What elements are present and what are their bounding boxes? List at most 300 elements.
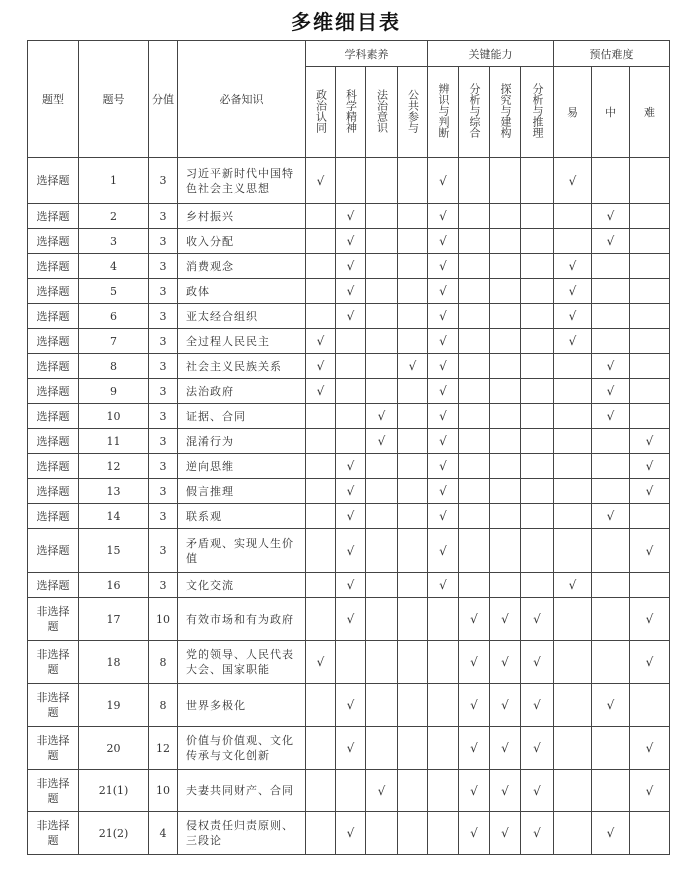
check-icon: √: [568, 578, 577, 592]
check-icon: √: [533, 655, 541, 669]
mark-cell: [554, 158, 592, 204]
mark-cell: [366, 254, 398, 279]
score-cell: 3: [149, 204, 178, 229]
score-cell: 12: [149, 727, 178, 770]
mark-cell: [366, 479, 398, 504]
mark-cell: [490, 354, 521, 379]
mark-cell: [336, 684, 366, 727]
question-type-cell: 选择题: [28, 279, 79, 304]
question-number-cell: 15: [79, 529, 149, 573]
mark-cell: [630, 254, 670, 279]
mark-cell: [398, 479, 428, 504]
check-icon: √: [346, 259, 355, 273]
check-icon: √: [316, 334, 325, 348]
header-literacy-political: [306, 67, 336, 158]
check-icon: √: [501, 698, 509, 712]
header-ability-reason-label: 分析与推理: [531, 83, 544, 138]
mark-cell: [490, 770, 521, 812]
check-icon: √: [645, 543, 654, 558]
mark-cell: [306, 529, 336, 573]
check-icon: √: [439, 359, 447, 373]
table-row: [28, 279, 670, 304]
knowledge-cell: 有效市场和有为政府: [178, 598, 306, 641]
question-number-cell: 20: [79, 727, 149, 770]
mark-cell: [490, 279, 521, 304]
mark-cell: [521, 229, 554, 254]
mark-cell: [428, 429, 459, 454]
header-ability: 关键能力: [428, 41, 554, 67]
table-row: [28, 429, 670, 454]
mark-cell: [428, 254, 459, 279]
mark-cell: [521, 504, 554, 529]
mark-cell: [306, 254, 336, 279]
mark-cell: [630, 727, 670, 770]
mark-cell: [459, 529, 490, 573]
knowledge-cell: 乡村振兴: [178, 204, 306, 229]
mark-cell: [306, 329, 336, 354]
header-ability-identify: [428, 67, 459, 158]
knowledge-cell: 联系观: [178, 504, 306, 529]
mark-cell: [630, 304, 670, 329]
table-row: [28, 379, 670, 404]
mark-cell: [459, 573, 490, 598]
specification-table: [27, 40, 670, 855]
mark-cell: [336, 479, 366, 504]
mark-cell: [554, 329, 592, 354]
mark-cell: [521, 404, 554, 429]
mark-cell: [306, 429, 336, 454]
mark-cell: [521, 641, 554, 684]
knowledge-cell: 亚太经合组织: [178, 304, 306, 329]
score-cell: 3: [149, 504, 178, 529]
check-icon: √: [439, 434, 447, 448]
knowledge-cell: 全过程人民民主: [178, 329, 306, 354]
mark-cell: [554, 354, 592, 379]
score-cell: 3: [149, 279, 178, 304]
mark-cell: [459, 479, 490, 504]
score-cell: 3: [149, 529, 178, 573]
knowledge-cell: 文化交流: [178, 573, 306, 598]
mark-cell: [428, 727, 459, 770]
mark-cell: [521, 479, 554, 504]
score-cell: 10: [149, 770, 178, 812]
check-icon: √: [501, 826, 509, 840]
table-row: [28, 229, 670, 254]
mark-cell: [336, 158, 366, 204]
mark-cell: [554, 204, 592, 229]
mark-cell: [336, 429, 366, 454]
check-icon: √: [377, 409, 386, 423]
mark-cell: [398, 529, 428, 573]
mark-cell: [306, 379, 336, 404]
knowledge-cell: 习近平新时代中国特色社会主义思想: [178, 158, 306, 204]
mark-cell: [630, 204, 670, 229]
mark-cell: [398, 204, 428, 229]
mark-cell: [336, 641, 366, 684]
question-number-cell: 1: [79, 158, 149, 204]
mark-cell: [398, 254, 428, 279]
mark-cell: [630, 598, 670, 641]
question-number-cell: 4: [79, 254, 149, 279]
mark-cell: [490, 429, 521, 454]
mark-cell: [630, 504, 670, 529]
mark-cell: [630, 354, 670, 379]
mark-cell: [459, 204, 490, 229]
table-row: [28, 404, 670, 429]
check-icon: √: [377, 783, 386, 798]
mark-cell: [630, 404, 670, 429]
mark-cell: [554, 429, 592, 454]
mark-cell: [521, 770, 554, 812]
knowledge-cell: 证据、合同: [178, 404, 306, 429]
mark-cell: [306, 229, 336, 254]
question-type-cell: 选择题: [28, 254, 79, 279]
mark-cell: [521, 598, 554, 641]
mark-cell: [592, 354, 630, 379]
header-difficulty: 预估难度: [554, 41, 670, 67]
mark-cell: [592, 454, 630, 479]
mark-cell: [459, 279, 490, 304]
check-icon: √: [645, 434, 654, 448]
mark-cell: [521, 279, 554, 304]
score-cell: 3: [149, 354, 178, 379]
check-icon: √: [439, 284, 447, 298]
mark-cell: [490, 479, 521, 504]
mark-cell: [428, 770, 459, 812]
question-type-cell: 选择题: [28, 573, 79, 598]
header-ability-analyze-label: 分析与综合: [468, 83, 481, 138]
mark-cell: [398, 404, 428, 429]
mark-cell: [592, 812, 630, 855]
mark-cell: [428, 354, 459, 379]
mark-cell: [554, 727, 592, 770]
mark-cell: [490, 229, 521, 254]
check-icon: √: [439, 309, 447, 323]
mark-cell: [336, 329, 366, 354]
score-cell: 3: [149, 479, 178, 504]
mark-cell: [366, 641, 398, 684]
mark-cell: [306, 684, 336, 727]
check-icon: √: [346, 209, 355, 223]
check-icon: √: [645, 741, 654, 755]
mark-cell: [366, 504, 398, 529]
question-type-cell: 非选择题: [28, 641, 79, 684]
mark-cell: [521, 429, 554, 454]
score-cell: 8: [149, 641, 178, 684]
table-row: [28, 529, 670, 573]
check-icon: √: [606, 234, 615, 248]
header-literacy-law: [366, 67, 398, 158]
mark-cell: [398, 573, 428, 598]
mark-cell: [428, 598, 459, 641]
mark-cell: [336, 727, 366, 770]
mark-cell: [592, 529, 630, 573]
mark-cell: [592, 329, 630, 354]
mark-cell: [554, 304, 592, 329]
mark-cell: [592, 204, 630, 229]
question-number-cell: 21(2): [79, 812, 149, 855]
mark-cell: [306, 354, 336, 379]
mark-cell: [592, 429, 630, 454]
mark-cell: [398, 454, 428, 479]
question-number-cell: 13: [79, 479, 149, 504]
mark-cell: [521, 254, 554, 279]
mark-cell: [592, 727, 630, 770]
mark-cell: [490, 304, 521, 329]
mark-cell: [428, 504, 459, 529]
mark-cell: [459, 304, 490, 329]
table-row: [28, 684, 670, 727]
mark-cell: [398, 329, 428, 354]
table-row: [28, 598, 670, 641]
mark-cell: [459, 598, 490, 641]
check-icon: √: [439, 334, 447, 348]
check-icon: √: [346, 543, 355, 558]
mark-cell: [459, 684, 490, 727]
check-icon: √: [501, 741, 509, 755]
page-title: 多维细目表: [291, 10, 401, 34]
mark-cell: [428, 479, 459, 504]
check-icon: √: [439, 173, 447, 188]
check-icon: √: [346, 484, 355, 498]
mark-cell: [336, 204, 366, 229]
header-literacy-public-label: 公共参与: [406, 88, 420, 133]
mark-cell: [336, 279, 366, 304]
mark-cell: [306, 479, 336, 504]
knowledge-cell: 混淆行为: [178, 429, 306, 454]
question-type-cell: 选择题: [28, 504, 79, 529]
mark-cell: [630, 329, 670, 354]
mark-cell: [398, 429, 428, 454]
question-number-cell: 14: [79, 504, 149, 529]
check-icon: √: [606, 509, 615, 523]
mark-cell: [490, 454, 521, 479]
mark-cell: [630, 454, 670, 479]
mark-cell: [398, 504, 428, 529]
mark-cell: [428, 454, 459, 479]
mark-cell: [306, 770, 336, 812]
check-icon: √: [470, 741, 478, 755]
mark-cell: [554, 529, 592, 573]
mark-cell: [336, 504, 366, 529]
header-literacy: 学科素养: [306, 41, 428, 67]
header-difficulty-easy: 易: [554, 67, 592, 158]
mark-cell: [398, 354, 428, 379]
check-icon: √: [470, 655, 478, 669]
table-row: [28, 812, 670, 855]
knowledge-cell: 矛盾观、实现人生价值: [178, 529, 306, 573]
mark-cell: [398, 379, 428, 404]
mark-cell: [459, 404, 490, 429]
mark-cell: [554, 812, 592, 855]
mark-cell: [459, 229, 490, 254]
mark-cell: [398, 641, 428, 684]
table-row: [28, 504, 670, 529]
mark-cell: [459, 379, 490, 404]
mark-cell: [306, 504, 336, 529]
mark-cell: [428, 204, 459, 229]
mark-cell: [554, 254, 592, 279]
mark-cell: [630, 812, 670, 855]
mark-cell: [366, 158, 398, 204]
mark-cell: [459, 354, 490, 379]
check-icon: √: [606, 698, 615, 712]
check-icon: √: [346, 741, 355, 755]
mark-cell: [428, 329, 459, 354]
mark-cell: [366, 812, 398, 855]
check-icon: √: [346, 509, 355, 523]
mark-cell: [398, 598, 428, 641]
check-icon: √: [606, 209, 615, 223]
mark-cell: [336, 379, 366, 404]
mark-cell: [366, 229, 398, 254]
check-icon: √: [606, 359, 615, 373]
mark-cell: [521, 454, 554, 479]
mark-cell: [459, 504, 490, 529]
mark-cell: [366, 404, 398, 429]
check-icon: √: [533, 826, 541, 840]
mark-cell: [398, 770, 428, 812]
mark-cell: [459, 727, 490, 770]
mark-cell: [630, 770, 670, 812]
check-icon: √: [501, 655, 509, 669]
mark-cell: [490, 684, 521, 727]
mark-cell: [366, 573, 398, 598]
check-icon: √: [470, 698, 478, 712]
mark-cell: [490, 727, 521, 770]
table-row: [28, 204, 670, 229]
mark-cell: [366, 429, 398, 454]
mark-cell: [490, 812, 521, 855]
knowledge-cell: 法治政府: [178, 379, 306, 404]
mark-cell: [428, 573, 459, 598]
check-icon: √: [408, 359, 417, 373]
question-type-cell: 选择题: [28, 229, 79, 254]
header-difficulty-medium: 中: [592, 67, 630, 158]
mark-cell: [490, 641, 521, 684]
score-cell: 3: [149, 254, 178, 279]
header-ability-analyze: [459, 67, 490, 158]
mark-cell: [459, 158, 490, 204]
check-icon: √: [568, 259, 577, 273]
score-cell: 3: [149, 404, 178, 429]
mark-cell: [592, 598, 630, 641]
check-icon: √: [346, 459, 355, 473]
mark-cell: [592, 379, 630, 404]
mark-cell: [554, 504, 592, 529]
header-difficulty-hard: 难: [630, 67, 670, 158]
score-cell: 3: [149, 158, 178, 204]
mark-cell: [428, 304, 459, 329]
mark-cell: [459, 454, 490, 479]
score-cell: 8: [149, 684, 178, 727]
header-knowledge: 必备知识: [178, 41, 306, 158]
mark-cell: [306, 204, 336, 229]
question-type-cell: 非选择题: [28, 770, 79, 812]
mark-cell: [521, 304, 554, 329]
mark-cell: [366, 204, 398, 229]
mark-cell: [630, 529, 670, 573]
mark-cell: [554, 479, 592, 504]
mark-cell: [521, 354, 554, 379]
question-type-cell: 选择题: [28, 404, 79, 429]
score-cell: 3: [149, 429, 178, 454]
check-icon: √: [346, 284, 355, 298]
mark-cell: [592, 279, 630, 304]
mark-cell: [521, 158, 554, 204]
question-number-cell: 10: [79, 404, 149, 429]
mark-cell: [336, 770, 366, 812]
mark-cell: [306, 279, 336, 304]
table-row: [28, 329, 670, 354]
mark-cell: [490, 379, 521, 404]
score-cell: 3: [149, 229, 178, 254]
mark-cell: [490, 573, 521, 598]
mark-cell: [554, 770, 592, 812]
mark-cell: [336, 812, 366, 855]
mark-cell: [306, 641, 336, 684]
mark-cell: [490, 204, 521, 229]
mark-cell: [459, 254, 490, 279]
mark-cell: [630, 229, 670, 254]
check-icon: √: [346, 612, 355, 626]
mark-cell: [592, 479, 630, 504]
mark-cell: [398, 158, 428, 204]
mark-cell: [428, 684, 459, 727]
check-icon: √: [316, 384, 325, 398]
check-icon: √: [470, 783, 478, 798]
mark-cell: [630, 379, 670, 404]
knowledge-cell: 假言推理: [178, 479, 306, 504]
header-ability-explore-label: 探究与建构: [499, 83, 512, 138]
check-icon: √: [645, 655, 654, 669]
check-icon: √: [439, 459, 447, 473]
mark-cell: [521, 684, 554, 727]
mark-cell: [428, 379, 459, 404]
check-icon: √: [645, 783, 654, 798]
mark-cell: [428, 812, 459, 855]
mark-cell: [428, 529, 459, 573]
check-icon: √: [439, 578, 447, 592]
check-icon: √: [346, 234, 355, 248]
mark-cell: [306, 598, 336, 641]
question-type-cell: 选择题: [28, 354, 79, 379]
mark-cell: [306, 454, 336, 479]
question-number-cell: 18: [79, 641, 149, 684]
knowledge-cell: 党的领导、人民代表大会、国家职能: [178, 641, 306, 684]
check-icon: √: [377, 434, 386, 448]
mark-cell: [398, 304, 428, 329]
mark-cell: [366, 727, 398, 770]
mark-cell: [366, 770, 398, 812]
question-type-cell: 非选择题: [28, 727, 79, 770]
table-row: [28, 641, 670, 684]
mark-cell: [306, 404, 336, 429]
check-icon: √: [568, 173, 577, 188]
mark-cell: [336, 598, 366, 641]
knowledge-cell: 侵权责任归责原则、三段论: [178, 812, 306, 855]
mark-cell: [398, 229, 428, 254]
score-cell: 3: [149, 329, 178, 354]
question-type-cell: 选择题: [28, 329, 79, 354]
question-type-cell: 非选择题: [28, 598, 79, 641]
question-type-cell: 非选择题: [28, 812, 79, 855]
question-number-cell: 3: [79, 229, 149, 254]
score-cell: 3: [149, 379, 178, 404]
check-icon: √: [501, 612, 509, 626]
question-type-cell: 非选择题: [28, 684, 79, 727]
knowledge-cell: 世界多极化: [178, 684, 306, 727]
